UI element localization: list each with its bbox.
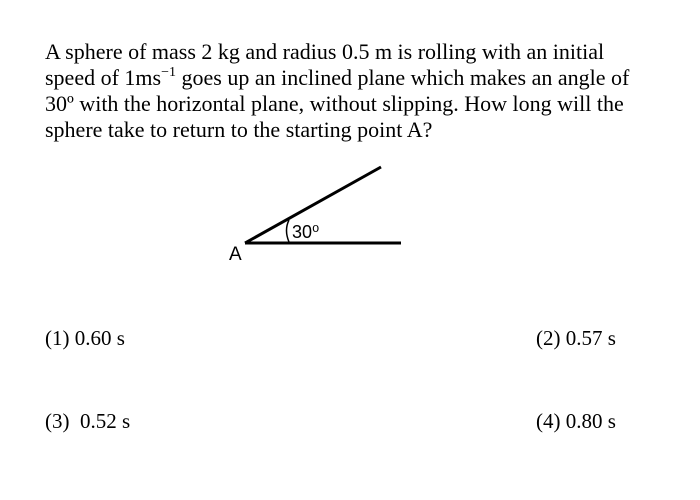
option-2[interactable]: (2) 0.57 s xyxy=(536,326,616,350)
question-text-part1: A sphere of mass 2 kg and radius 0.5 m is rolling with an initial speed of 1ms xyxy=(45,39,605,90)
point-a-label: A xyxy=(229,244,242,265)
angle-arc xyxy=(287,220,290,242)
option-1[interactable]: (1) 0.60 s xyxy=(45,326,125,350)
option-3[interactable]: (3) 0.52 s xyxy=(45,409,131,433)
question-text xyxy=(45,39,645,143)
option-4[interactable]: (4) 0.80 s xyxy=(536,409,616,433)
unit-exponent: −1 xyxy=(161,65,176,80)
incline-diagram xyxy=(215,160,415,270)
question-text-part2: goes up an inclined plane which makes an angle of 30º with the horizontal plane, without slipping. How long will the sphere take to return to the starting point A? xyxy=(45,65,630,142)
angle-label: 30⁰ xyxy=(292,222,320,242)
